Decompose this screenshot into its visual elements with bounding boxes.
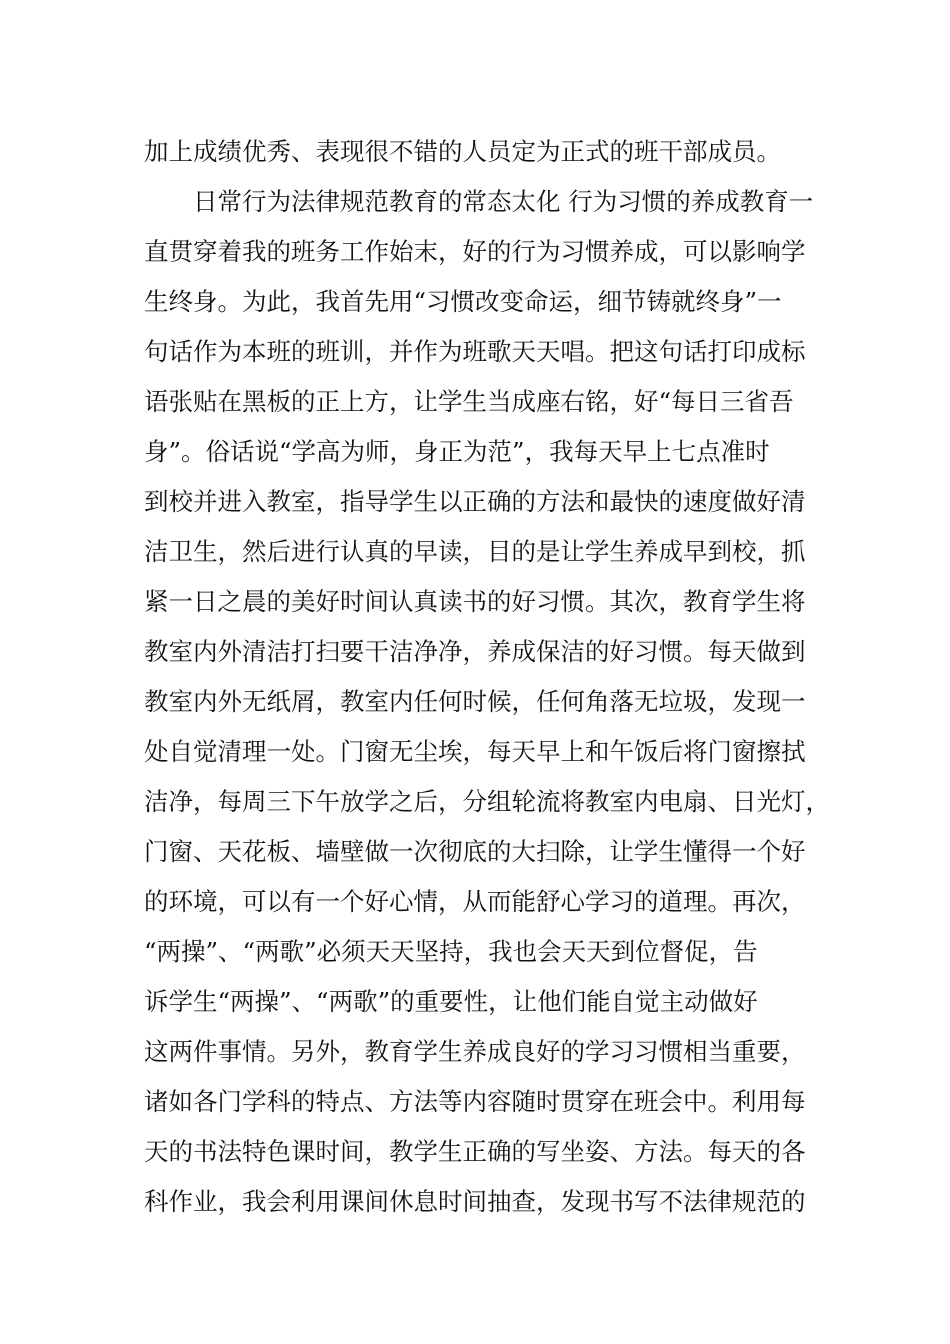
paragraph-first-line: 日常行为法律规范教育的常态太化 行为习惯的养成教育一 (193, 187, 814, 216)
text-line: 洁净，每周三下午放学之后，分组轮流将教室内电扇、日光灯， (144, 787, 830, 816)
text-line: 教室内外无纸屑，教室内任何时候，任何角落无垃圾，发现一 (144, 687, 806, 716)
text-line: “两操”、“两歌”必须天天坚持，我也会天天到位督促，告 (144, 937, 758, 966)
body-text (144, 127, 830, 1227)
text-line: 科作业，我会利用课间休息时间抽查，发现书写不法律规范的 (144, 1187, 806, 1216)
text-line: 诉学生“两操”、“两歌”的重要性，让他们能自觉主动做好 (144, 987, 758, 1016)
text-line: 的环境，可以有一个好心情，从而能舒心学习的道理。再次， (144, 887, 806, 916)
text-line: 诸如各门学科的特点、方法等内容随时贯穿在班会中。利用每 (144, 1087, 806, 1116)
text-line: 身”。俗话说“学高为师，身正为范”，我每天早上七点准时 (144, 437, 770, 466)
text-line: 处自觉清理一处。门窗无尘埃，每天早上和午饭后将门窗擦拭 (144, 737, 806, 766)
text-line: 语张贴在黑板的正上方，让学生当成座右铭，好“每日三省吾 (144, 387, 794, 416)
text-line: 这两件事情。另外，教育学生养成良好的学习习惯相当重要， (144, 1037, 806, 1066)
text-line: 生终身。为此，我首先用“习惯改变命运，细节铸就终身”一 (144, 287, 782, 316)
text-line: 句话作为本班的班训，并作为班歌天天唱。把这句话打印成标 (144, 337, 806, 366)
text-line: 天的书法特色课时间，教学生正确的写坐姿、方法。每天的各 (144, 1137, 806, 1166)
text-line: 洁卫生，然后进行认真的早读，目的是让学生养成早到校，抓 (144, 537, 806, 566)
text-line: 门窗、天花板、墙壁做一次彻底的大扫除，让学生懂得一个好 (144, 837, 806, 866)
text-line: 到校并进入教室，指导学生以正确的方法和最快的速度做好清 (144, 487, 806, 516)
text-line: 紧一日之晨的美好时间认真读书的好习惯。其次，教育学生将 (144, 587, 806, 616)
text-line: 加上成绩优秀、表现很不错的人员定为正式的班干部成员。 (144, 137, 781, 166)
text-line: 教室内外清洁打扫要干洁净净，养成保洁的好习惯。每天做到 (144, 637, 806, 666)
text-line: 直贯穿着我的班务工作始末，好的行为习惯养成，可以影响学 (144, 237, 806, 266)
